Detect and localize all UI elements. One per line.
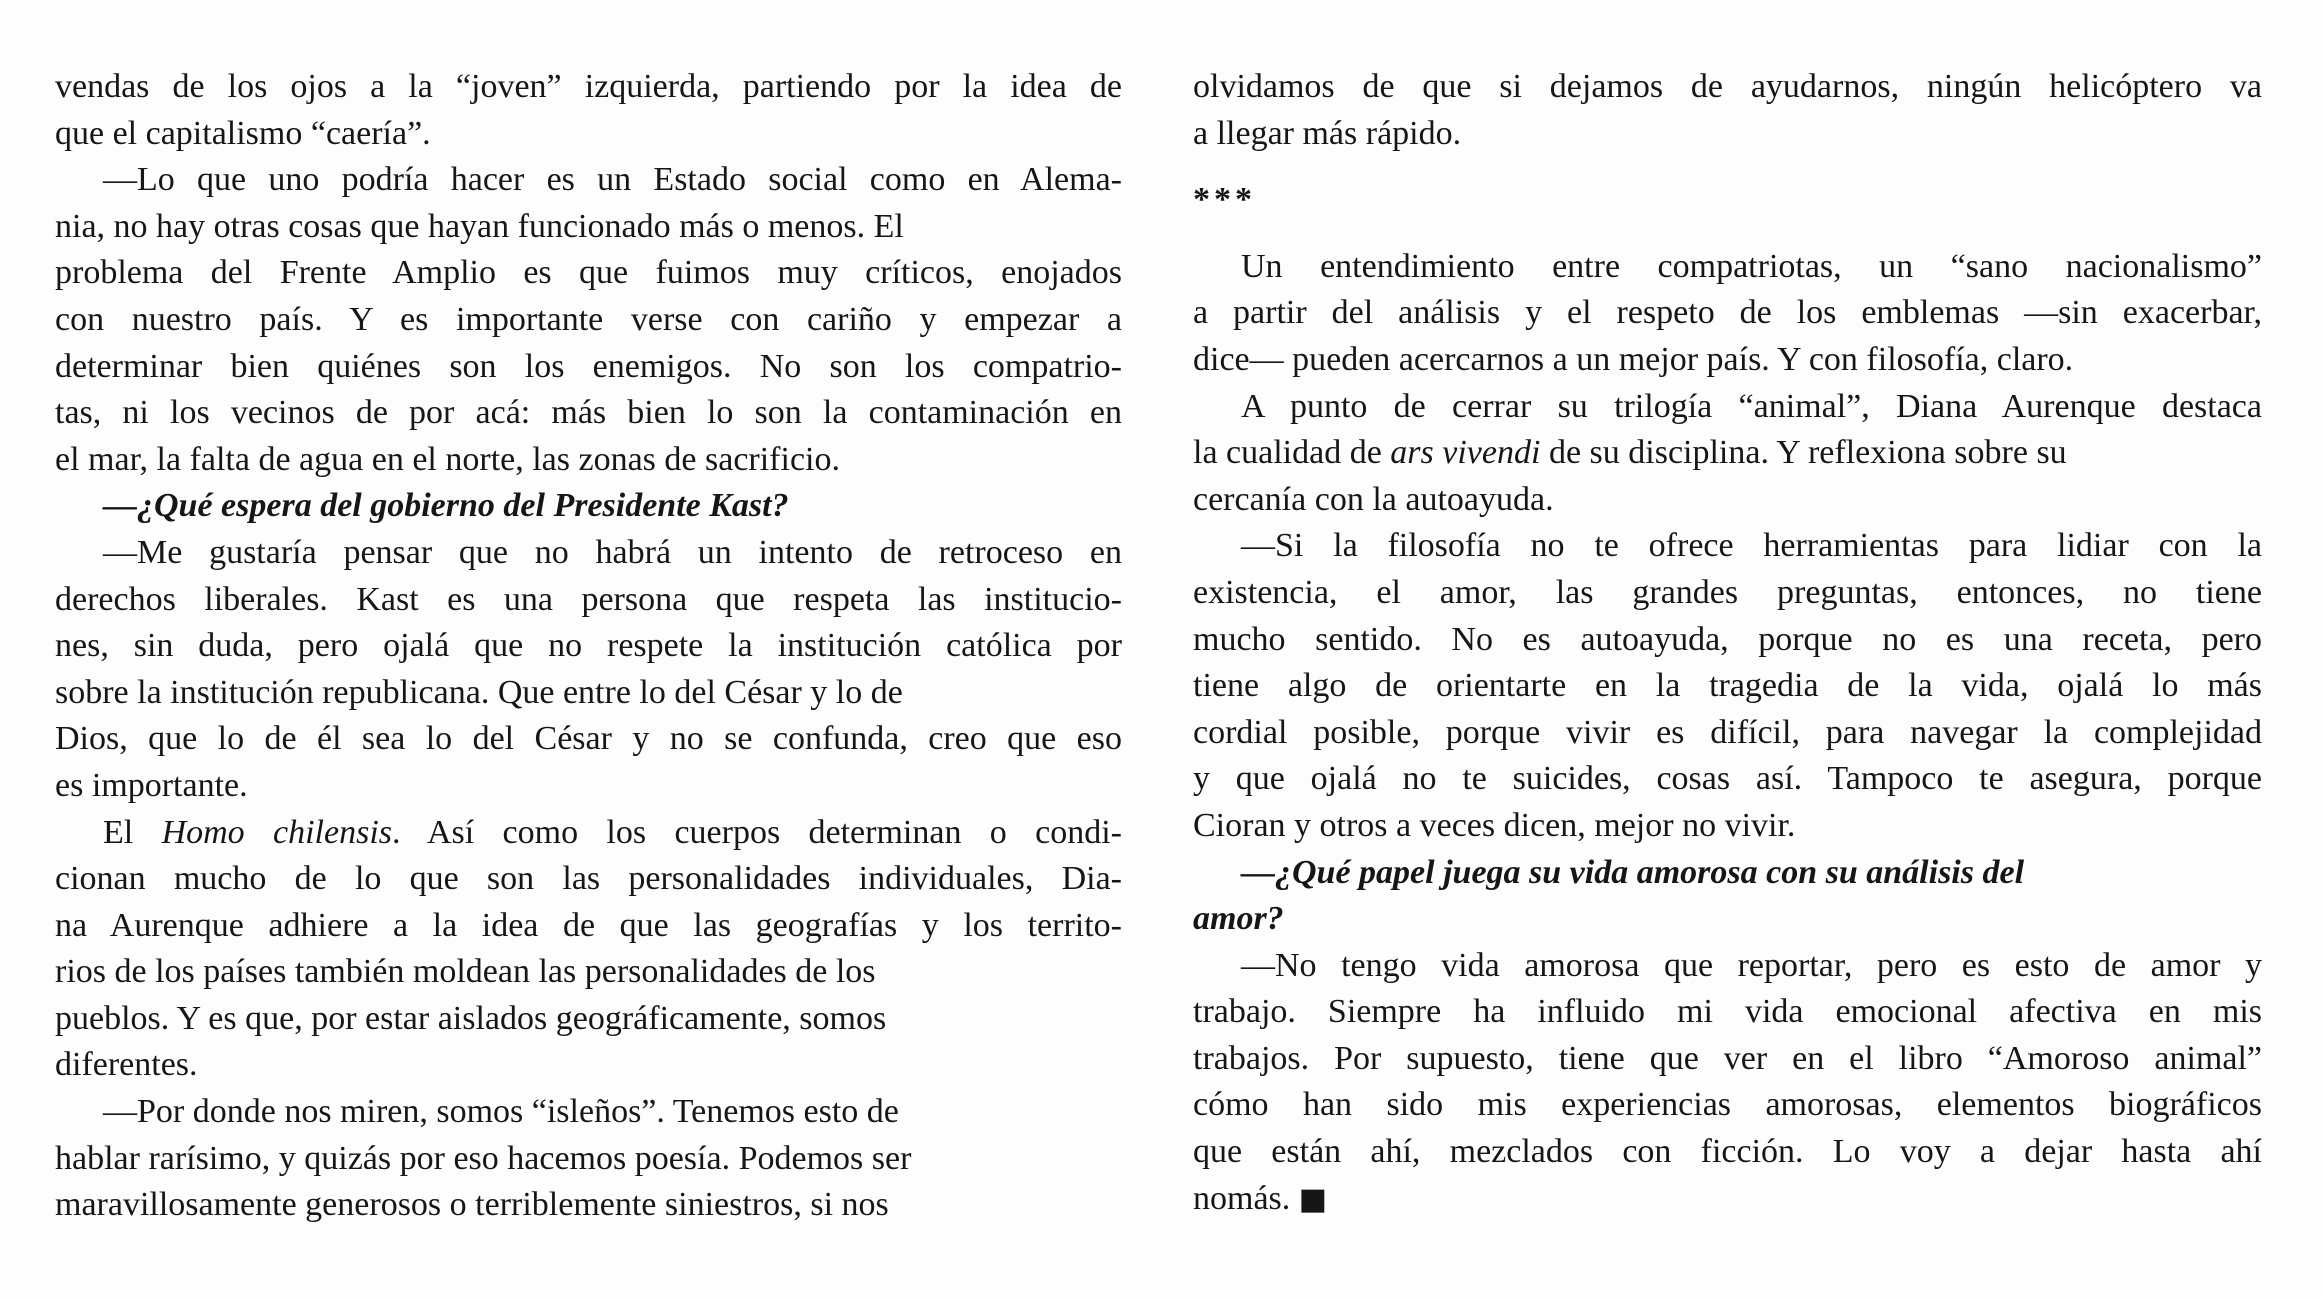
interview-question-paragraph: [1193, 850, 2262, 943]
text-run: a partir del análisis y el respeto de los emblemas —sin exacerbar,: [1193, 294, 2262, 332]
text-run: mucho sentido. No es autoayuda, porque no es una receta, pero: [1193, 620, 2262, 658]
text-run: que están ahí, mezclados con ficción. Lo voy a dejar hasta ahí: [1193, 1133, 2262, 1171]
text-line: [55, 204, 1122, 251]
text-line: [55, 483, 1122, 530]
text-line: [55, 1182, 1122, 1229]
text-run: cordial posible, porque vivir es difícil, para navegar la complejidad: [1193, 713, 2262, 751]
text-line: [55, 530, 1122, 577]
text-run: Dios, que lo de él sea lo del César y no se confunda, creo que eso: [55, 720, 1122, 758]
text-line: [55, 1136, 1122, 1183]
text-run: y que ojalá no te suicides, cosas así. Tampoco te asegura, porque: [1193, 760, 2262, 798]
text-line: [1193, 1176, 2262, 1224]
text-line: [55, 157, 1122, 204]
text-run: cionan mucho de lo que son las personalidades individuales, Dia-: [55, 860, 1122, 898]
text-line: [1193, 989, 2262, 1036]
text-line: [1193, 244, 2262, 291]
text-line: [1193, 384, 2262, 431]
text-run: —Me gustaría pensar que no habrá un intento de retroceso en: [103, 533, 1122, 571]
text-line: [55, 856, 1122, 903]
text-line: [55, 763, 1122, 810]
text-run: sobre la institución republicana. Que entre lo del César y lo de: [55, 673, 903, 711]
text-run: —No tengo vida amorosa que reportar, pero es esto de amor y: [1241, 946, 2262, 984]
text-line: [55, 810, 1122, 857]
text-run: na Aurenque adhiere a la idea de que las geografías y los territo-: [55, 906, 1122, 944]
text-line: [55, 111, 1122, 158]
text-run: tiene algo de orientarte en la tragedia de la vida, ojalá lo más: [1193, 667, 2262, 705]
text-line: [55, 716, 1122, 763]
text-run: Un entendimiento entre compatriotas, un “sano nacionalismo”: [1241, 247, 2262, 285]
text-run: . Así como los cuerpos determinan o condi-: [392, 813, 1122, 851]
text-line: [55, 1089, 1122, 1136]
body-paragraph: [55, 810, 1122, 1090]
text-line: [1193, 337, 2262, 384]
text-line: [55, 623, 1122, 670]
text-run: vendas de los ojos a la “joven” izquierda, partiendo por la idea de: [55, 68, 1122, 105]
text-line: [1193, 570, 2262, 617]
text-run: nia, no hay otras cosas que hayan funcionado más o menos. El: [55, 207, 904, 245]
body-paragraph: [55, 530, 1122, 810]
text-run: determinar bien quiénes son los enemigos. No son los compatrio-: [55, 347, 1122, 385]
text-line: [1193, 290, 2262, 337]
text-run: cercanía con la autoayuda.: [1193, 480, 1554, 518]
text-line: [55, 577, 1122, 624]
text-line: [1193, 1082, 2262, 1129]
text-run: que el capitalismo “caería”.: [55, 114, 431, 152]
text-run: amor?: [1193, 900, 1284, 938]
text-run: ***: [1193, 181, 1256, 219]
text-column-right: [1193, 64, 2262, 1300]
body-paragraph: [1193, 523, 2262, 849]
text-line: [55, 437, 1122, 484]
text-line: [1193, 477, 2262, 524]
text-run: la cualidad de: [1193, 434, 1391, 472]
text-run: es importante.: [55, 766, 248, 804]
text-line: [55, 64, 1122, 111]
text-line: [1193, 1129, 2262, 1176]
text-line: [1193, 111, 2262, 158]
text-run: diferentes.: [55, 1046, 198, 1084]
body-paragraph: [1193, 943, 2262, 1224]
text-run: Cioran y otros a veces dicen, mejor no vivir.: [1193, 806, 1796, 844]
text-run: derechos liberales. Kast es una persona que respeta las institucio-: [55, 580, 1122, 618]
text-run: El: [103, 813, 162, 851]
text-line: [55, 297, 1122, 344]
text-line: [1193, 850, 2262, 897]
text-run: trabajo. Siempre ha influido mi vida emocional afectiva en mis: [1193, 993, 2262, 1031]
section-divider: [1193, 177, 2262, 224]
body-paragraph: [1193, 384, 2262, 524]
text-run: A punto de cerrar su trilogía “animal”, Diana Aurenque destaca: [1241, 387, 2262, 425]
text-line: [55, 250, 1122, 297]
text-run: rios de los países también moldean las personalidades de los: [55, 953, 876, 991]
text-run: tas, ni los vecinos de por acá: más bien lo son la contaminación en: [55, 394, 1122, 432]
text-line: [55, 1042, 1122, 1089]
body-paragraph: [1193, 64, 2262, 157]
text-run: maravillosamente generosos o terriblemente siniestros, si nos: [55, 1186, 889, 1224]
text-run: problema del Frente Amplio es que fuimos muy críticos, enojados: [55, 254, 1122, 292]
text-line: [55, 344, 1122, 391]
text-line: [55, 903, 1122, 950]
text-line: [1193, 64, 2262, 111]
text-run: hablar rarísimo, y quizás por eso hacemos poesía. Podemos ser: [55, 1139, 912, 1177]
italic-text-run: ars vivendi: [1390, 434, 1541, 472]
text-run: existencia, el amor, las grandes preguntas, entonces, no tiene: [1193, 573, 2262, 611]
text-line: [1193, 523, 2262, 570]
italic-text-run: Homo chilensis: [161, 813, 392, 851]
body-paragraph: [55, 64, 1122, 157]
text-line: [1193, 756, 2262, 803]
text-line: [1193, 710, 2262, 757]
body-paragraph: [55, 1089, 1122, 1229]
text-run: —Por donde nos miren, somos “isleños”. Tenemos esto de: [103, 1093, 899, 1131]
text-line: [55, 670, 1122, 717]
text-run: dice— pueden acercarnos a un mejor país. Y con filosofía, claro.: [1193, 340, 2074, 378]
text-line: [1193, 896, 2262, 943]
text-run: nes, sin duda, pero ojalá que no respete la institución católica por: [55, 627, 1122, 665]
body-paragraph: [55, 157, 1122, 483]
text-line: [1193, 663, 2262, 710]
text-line: [1193, 943, 2262, 990]
body-paragraph: [1193, 244, 2262, 384]
text-line: [55, 949, 1122, 996]
text-line: [55, 996, 1122, 1043]
text-run: —Si la filosofía no te ofrece herramientas para lidiar con la: [1241, 527, 2262, 565]
text-column-left: [55, 64, 1122, 1300]
text-line: [1193, 177, 2262, 224]
text-line: [1193, 617, 2262, 664]
text-line: [55, 390, 1122, 437]
text-run: —¿Qué papel juega su vida amorosa con su análisis del: [1241, 853, 2025, 891]
text-line: [1193, 803, 2262, 850]
text-run: con nuestro país. Y es importante verse con cariño y empezar a: [55, 300, 1122, 338]
interview-question-paragraph: [55, 483, 1122, 530]
text-run: olvidamos de que si dejamos de ayudarnos, ningún helicóptero va: [1193, 68, 2262, 105]
text-run: —¿Qué espera del gobierno del Presidente Kast?: [103, 487, 789, 525]
text-run: —Lo que uno podría hacer es un Estado social como en Alema-: [103, 161, 1122, 199]
text-run: trabajos. Por supuesto, tiene que ver en el libro “Amoroso animal”: [1193, 1039, 2262, 1077]
text-line: [1193, 1036, 2262, 1083]
text-run: el mar, la falta de agua en el norte, las zonas de sacrificio.: [55, 440, 840, 478]
end-mark: ■: [1298, 1181, 1328, 1217]
text-run: de su disciplina. Y reflexiona sobre su: [1540, 434, 2067, 472]
text-run: nomás.: [1193, 1179, 1299, 1217]
text-run: pueblos. Y es que, por estar aislados geográficamente, somos: [55, 999, 887, 1037]
text-line: [1193, 430, 2262, 477]
text-run: a llegar más rápido.: [1193, 114, 1462, 152]
text-run: cómo han sido mis experiencias amorosas, elementos biográficos: [1193, 1086, 2262, 1124]
